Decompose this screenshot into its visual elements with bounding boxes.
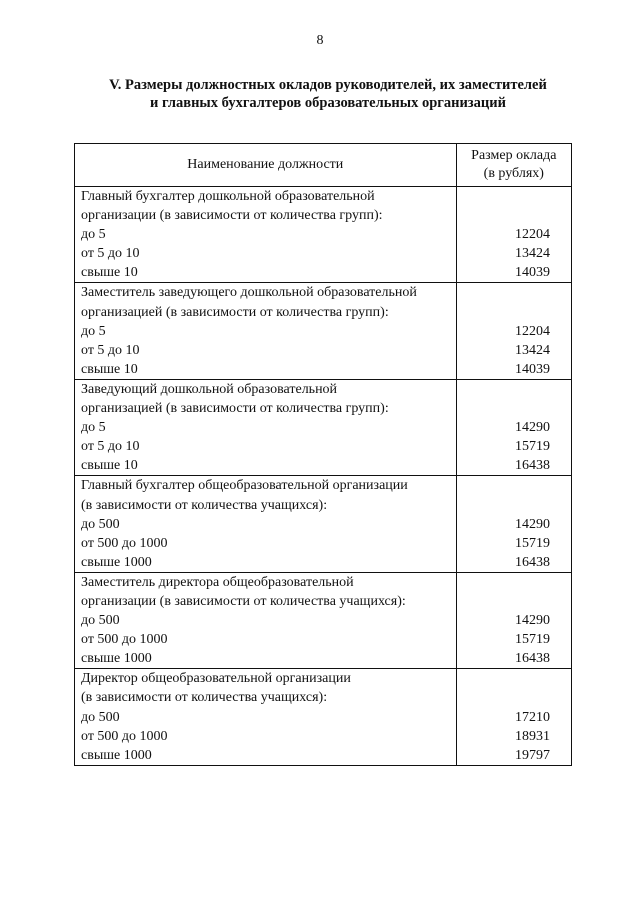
- salary-value: 15719: [515, 632, 550, 648]
- range-label: от 5 до 10: [81, 342, 140, 358]
- position-name-cell: [75, 669, 457, 765]
- table-row: [75, 187, 572, 283]
- range-label: от 5 до 10: [81, 246, 140, 262]
- table-row: [75, 476, 572, 572]
- range-label: от 500 до 1000: [81, 728, 168, 744]
- table-header-row: [75, 144, 572, 187]
- salary-value: 16438: [515, 651, 550, 667]
- salary-cell: [456, 379, 571, 475]
- header-salary-line-1: Размер оклада: [471, 148, 557, 163]
- salary-cell: [456, 187, 571, 283]
- range-label: от 500 до 1000: [81, 632, 168, 648]
- salary-value: 14290: [515, 516, 550, 532]
- range-label: до 500: [81, 613, 120, 629]
- range-label: свыше 10: [81, 458, 138, 474]
- range-label: от 500 до 1000: [81, 535, 168, 551]
- blank-line: [457, 206, 571, 225]
- salary-value: 13424: [515, 342, 550, 358]
- range-label: свыше 1000: [81, 651, 152, 667]
- position-title-line: Заведующий дошкольной образовательной: [81, 381, 338, 397]
- salary-value: 14290: [515, 613, 550, 629]
- blank-line: [457, 476, 571, 495]
- position-title-line: Главный бухгалтер дошкольной образовательной: [81, 189, 375, 204]
- blank-line: [457, 187, 571, 206]
- range-label: свыше 1000: [81, 747, 152, 763]
- range-label: до 5: [81, 227, 106, 243]
- range-label: до 5: [81, 420, 106, 436]
- salary-value: 14290: [515, 420, 550, 436]
- position-title-line: организацией (в зависимости от количества групп):: [81, 401, 389, 417]
- salary-table: [74, 143, 572, 766]
- position-name-cell: [75, 476, 457, 572]
- position-title-line: организации (в зависимости от количества групп):: [81, 208, 383, 224]
- header-salary-line-2: (в рублях): [483, 166, 544, 181]
- salary-value: 12204: [515, 323, 550, 339]
- position-title-line: организацией (в зависимости от количества групп):: [81, 304, 389, 320]
- position-name-cell: [75, 379, 457, 475]
- blank-line: [457, 592, 571, 611]
- position-title-line: Заместитель заведующего дошкольной образовательной: [81, 285, 417, 301]
- blank-line: [457, 688, 571, 707]
- range-label: свыше 1000: [81, 554, 152, 570]
- blank-line: [457, 573, 571, 592]
- blank-line: [457, 283, 571, 302]
- salary-cell: [456, 669, 571, 765]
- blank-line: [457, 496, 571, 515]
- position-title-line: Заместитель директора общеобразовательной: [81, 574, 354, 590]
- range-label: от 5 до 10: [81, 439, 140, 455]
- salary-value: 18931: [515, 728, 550, 744]
- salary-value: 14039: [515, 361, 550, 377]
- salary-value: 15719: [515, 535, 550, 551]
- salary-value: 16438: [515, 458, 550, 474]
- salary-value: 12204: [515, 227, 550, 243]
- range-label: свыше 10: [81, 361, 138, 377]
- salary-value: 17210: [515, 709, 550, 725]
- salary-value: 16438: [515, 554, 550, 570]
- section-title: [60, 76, 596, 112]
- position-title-line: (в зависимости от количества учащихся):: [81, 497, 328, 513]
- blank-line: [457, 669, 571, 688]
- header-position-name: Наименование должности: [75, 144, 457, 187]
- table-row: [75, 379, 572, 475]
- blank-line: [457, 380, 571, 399]
- blank-line: [457, 399, 571, 418]
- salary-value: 13424: [515, 246, 550, 262]
- section-title-line-1: V. Размеры должностных окладов руководителей, их заместителей: [109, 77, 547, 93]
- position-title-line: (в зависимости от количества учащихся):: [81, 690, 328, 706]
- salary-cell: [456, 476, 571, 572]
- salary-cell: [456, 572, 571, 668]
- salary-value: 19797: [515, 747, 550, 763]
- salary-value: 14039: [515, 265, 550, 281]
- position-name-cell: [75, 572, 457, 668]
- salary-value: 15719: [515, 439, 550, 455]
- table-row: [75, 669, 572, 765]
- range-label: до 5: [81, 323, 106, 339]
- range-label: до 500: [81, 709, 120, 725]
- page-number: 8: [316, 33, 324, 48]
- salary-cell: [456, 283, 571, 379]
- position-name-cell: [75, 187, 457, 283]
- position-name-cell: [75, 283, 457, 379]
- blank-line: [457, 303, 571, 322]
- section-title-line-2: и главных бухгалтеров образовательных организаций: [150, 95, 506, 111]
- header-salary: [456, 144, 571, 187]
- table-row: [75, 572, 572, 668]
- table-row: [75, 283, 572, 379]
- position-title-line: Директор общеобразовательной организации: [81, 671, 351, 687]
- position-title-line: организации (в зависимости от количества учащихся):: [81, 593, 406, 609]
- table-body: [75, 187, 572, 766]
- position-title-line: Главный бухгалтер общеобразовательной организации: [81, 478, 408, 494]
- range-label: свыше 10: [81, 265, 138, 281]
- range-label: до 500: [81, 516, 120, 532]
